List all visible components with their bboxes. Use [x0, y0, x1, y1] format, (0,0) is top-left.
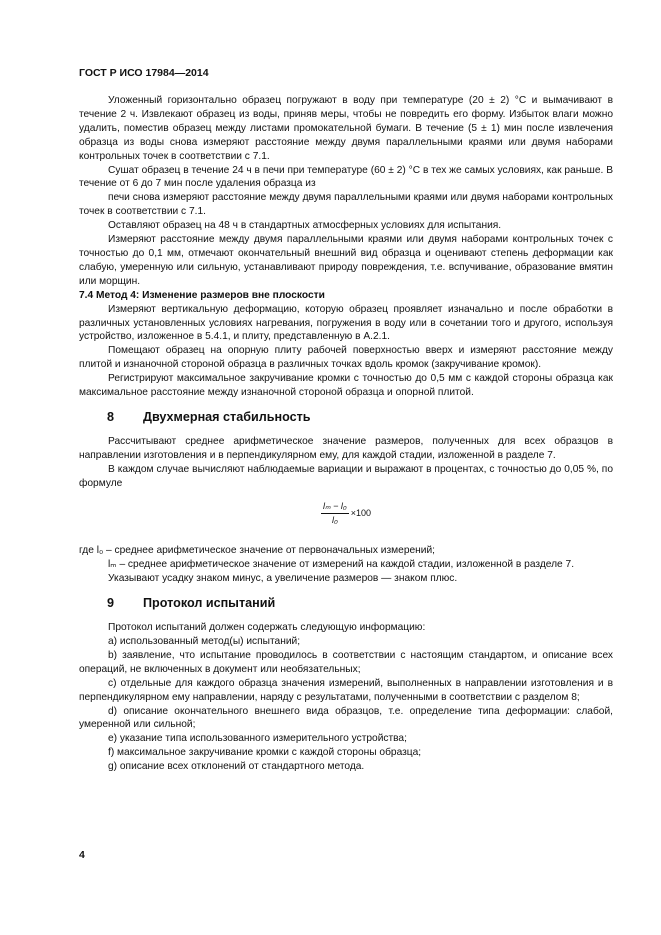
list-item: b) заявление, что испытание проводилось в соответствии с настоящим стандартом, и описание всех операций, не включенных в документ или необязательных; [79, 649, 613, 675]
section-title: Протокол испытаний [143, 596, 276, 611]
list-item: а) использованный метод(ы) испытаний; [108, 636, 301, 647]
formula-fraction [321, 500, 349, 527]
subsection-heading-7-4: 7.4 Метод 4: Изменение размеров вне плоскости [79, 289, 325, 301]
paragraph: Указывают усадку знаком минус, а увеличение размеров — знаком плюс. [108, 573, 458, 585]
formula-denominator: l₀ [331, 515, 338, 526]
formula-multiplier: ×100 [350, 508, 371, 519]
page-number: 4 [79, 849, 85, 861]
paragraph: Измеряют расстояние между двумя параллельными краями или двумя наборами контрольных точек с точностью до 0,1 мм, отмечают окончательный внешний вид образца и оценивают степень деформации как слабую, умеренную или сильную, устанавливают природу повреждения, т.е. вспучивание, образование вмятин или морщин. [79, 234, 613, 287]
paragraph: Регистрируют максимальное закручивание кромки с точностью до 0,5 мм с каждой стороны образца как максимальное расстояние между изнаночной стороной образца и опорной плитой. [79, 373, 613, 399]
formula-where-line: где l₀ – среднее арифметическое значение от первоначальных измерений; [79, 545, 435, 557]
paragraph: печи снова измеряют расстояние между двумя параллельными краями или двумя наборами контрольных точек в соответствии с 7.1. [79, 192, 613, 218]
paragraph: Сушат образец в течение 24 ч в печи при температуре (60 ± 2) °С в тех же самых условиях, как раньше. В течение от 6 до 7 мин после удаления образца из [79, 164, 613, 190]
paragraph: В каждом случае вычисляют наблюдаемые вариации и выражают в процентах, с точностью до 0,05 %, по формуле [79, 463, 613, 489]
list-item: е) указание типа использованного измерительного устройства; [108, 733, 407, 745]
document-header: ГОСТ Р ИСО 17984—2014 [79, 67, 209, 79]
paragraph: Измеряют вертикальную деформацию, которую образец проявляет изначально и после обработки в различных установленных условиях нагревания, погружения в воду или в сочетании того и другого, используя устройство, изложенное в 5.4.1, и плиту, представленную в А.2.1. [79, 303, 613, 343]
section-title: Двухмерная стабильность [143, 409, 311, 424]
formula-numerator: lₘ − l₀ [321, 500, 349, 514]
formula [79, 500, 613, 534]
formula-where-line: lₘ – среднее арифметическое значение от измерений на каждой стадии, изложенной в разделе 7. [108, 559, 575, 571]
list-item: с) отдельные для каждого образца значения измерений, выполненных в направлении изготовления и в перпендикулярном ему направлении, наряду с результатами, полученными в соответствии с разделом 8; [79, 677, 613, 703]
section-number: 9 [107, 596, 115, 611]
section-heading-9 [107, 597, 613, 611]
section-number: 8 [107, 409, 115, 424]
list-item: d) описание окончательного внешнего вида образцов, т.е. определение типа деформации: слабой, умеренной или сильной; [79, 705, 613, 731]
section-heading-8 [107, 411, 613, 425]
list-item: g) описание всех отклонений от стандартного метода. [108, 761, 365, 773]
paragraph: Уложенный горизонтально образец погружают в воду при температуре (20 ± 2) °С и вымачивают в течение 2 ч. Извлекают образец из воды, приняв меры, чтобы не повредить его форму. Избыток влаги можно удалить, поместив образец между листами промокательной бумаги. В течение (5 ± 1) мин после извлечения образца из воды снова измеряют расстояние между двумя параллельными краями или двумя наборами контрольных точек в соответствии с 7.1. [79, 95, 613, 162]
paragraph: Оставляют образец на 48 ч в стандартных атмосферных условиях для испытания. [108, 220, 502, 232]
document-body [79, 94, 613, 774]
paragraph: Рассчитывают среднее арифметическое значение размеров, полученных для всех образцов в направлении изготовления и в перпендикулярном ему, для каждой стадии, изложенной в разделе 7. [79, 435, 613, 461]
paragraph: Помещают образец на опорную плиту рабочей поверхностью вверх и измеряют расстояние между плитой и изнаночной стороной образца в различных точках вдоль кромок (закручивание кромок). [79, 345, 613, 371]
paragraph: Протокол испытаний должен содержать следующую информацию: [108, 622, 426, 634]
list-item: f) максимальное закручивание кромки с каждой стороны образца; [108, 747, 422, 759]
